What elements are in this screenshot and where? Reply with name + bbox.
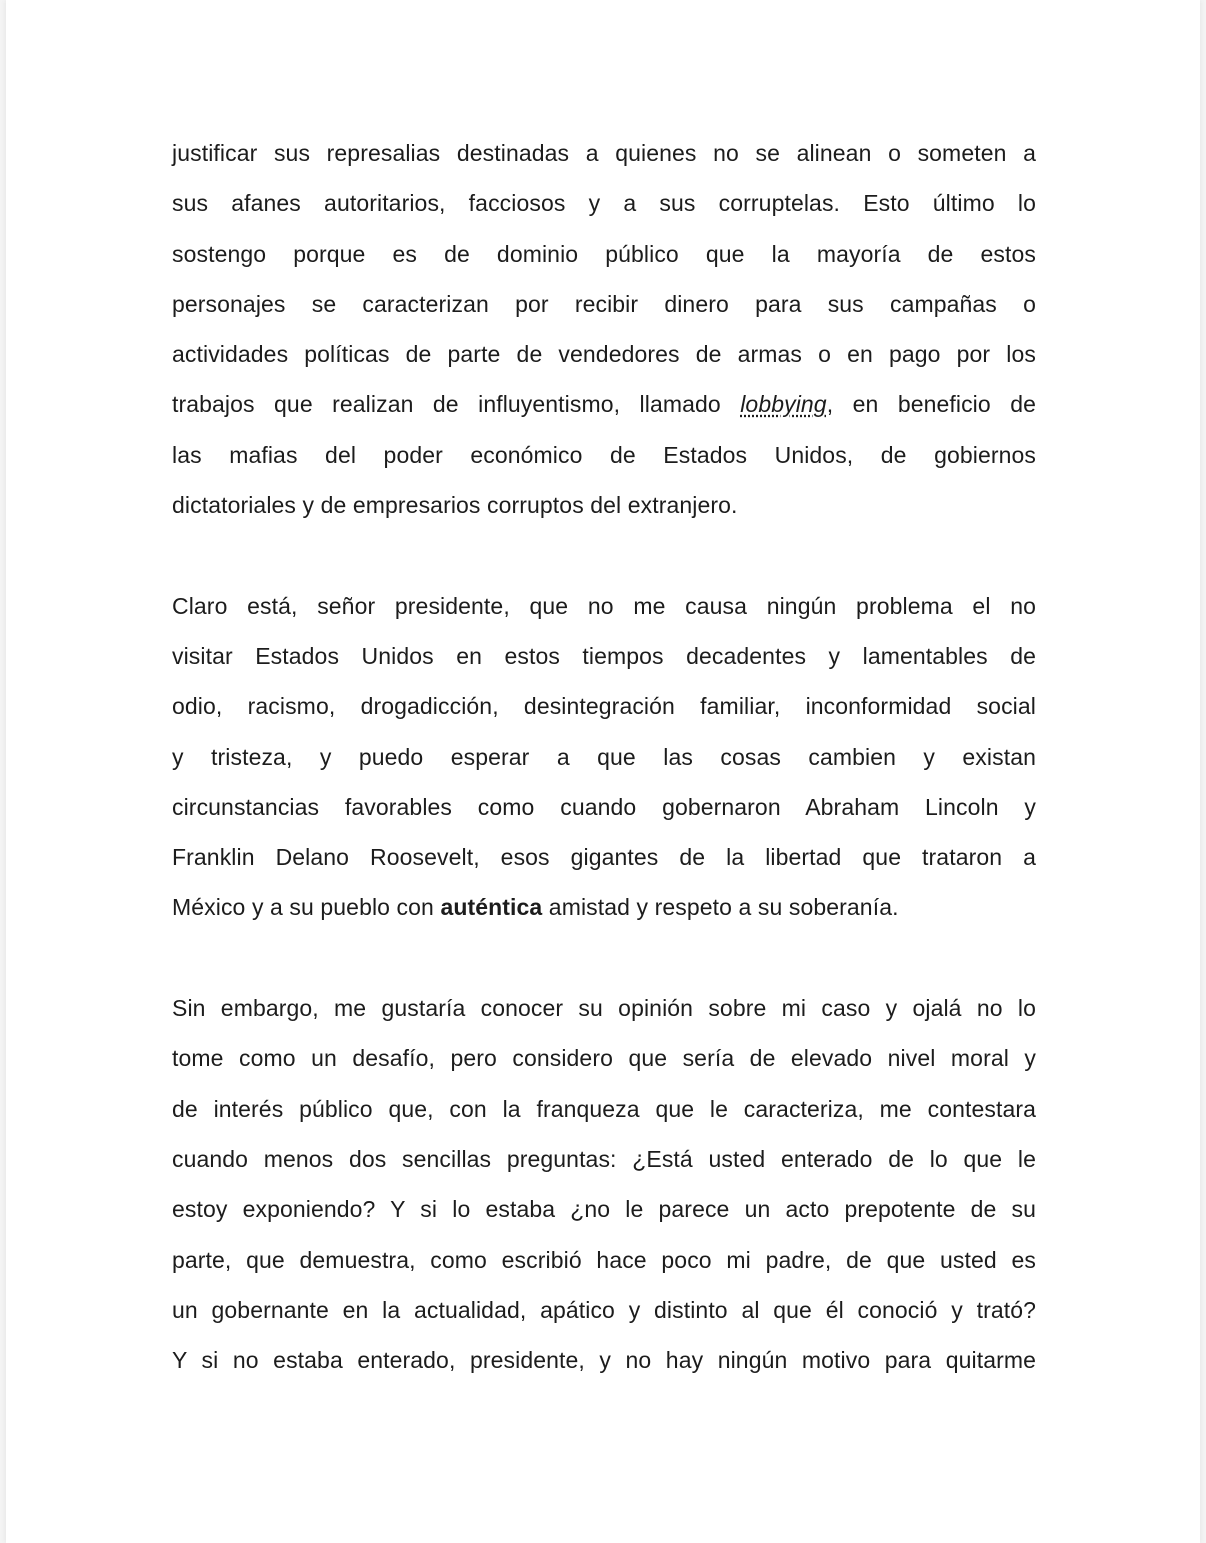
text-line: estoy exponiendo? Y si lo estaba ¿no le parece un acto prepotente de su [172, 1196, 1036, 1223]
text-line: personajes se caracterizan por recibir dinero para sus campañas o [172, 290, 1036, 317]
text-segment: amistad y respeto a su soberanía. [542, 894, 899, 921]
text-line: de interés público que, con la franqueza que le caracteriza, me contestara [172, 1095, 1036, 1122]
text-line: Franklin Delano Roosevelt, esos gigantes de la libertad que trataron a [172, 844, 1036, 871]
text-line: actividades políticas de parte de vendedores de armas o en pago por los [172, 341, 1036, 368]
text-line: circunstancias favorables como cuando gobernaron Abraham Lincoln y [172, 793, 1036, 820]
paragraph-1 [172, 128, 1036, 530]
text-line: Sin embargo, me gustaría conocer su opinión sobre mi caso y ojalá no lo [172, 995, 1036, 1022]
document-page [6, 0, 1200, 1543]
text-line: las mafias del poder económico de Estados Unidos, de gobiernos [172, 441, 1036, 468]
italic-term: lobbying [740, 391, 827, 418]
text-segment: , en beneficio de [826, 391, 1036, 418]
text-line: parte, que demuestra, como escribió hace poco mi padre, de que usted es [172, 1246, 1036, 1273]
text-segment: México y a su pueblo con [172, 894, 441, 921]
bold-term: auténtica [440, 894, 543, 921]
text-line [172, 882, 1036, 932]
text-line: odio, racismo, drogadicción, desintegración familiar, inconformidad social [172, 693, 1036, 720]
text-line: Claro está, señor presidente, que no me causa ningún problema el no [172, 592, 1036, 619]
text-line: sostengo porque es de dominio público que la mayoría de estos [172, 240, 1036, 267]
text-line: visitar Estados Unidos en estos tiempos decadentes y lamentables de [172, 642, 1036, 669]
document-body [172, 128, 1036, 1385]
text-line: justificar sus represalias destinadas a quienes no se alinean o someten a [172, 140, 1036, 166]
paragraph-2 [172, 581, 1036, 933]
text-line: un gobernante en la actualidad, apático y distinto al que él conoció y trató? [172, 1296, 1036, 1323]
text-line: dictatoriales y de empresarios corruptos del extranjero. [172, 492, 738, 519]
paragraph-3 [172, 983, 1036, 1385]
paragraph-spacer [172, 530, 1036, 580]
text-line: tome como un desafío, pero considero que sería de elevado nivel moral y [172, 1045, 1036, 1072]
text-line: sus afanes autoritarios, facciosos y a sus corruptelas. Esto último lo [172, 190, 1036, 217]
paragraph-spacer [172, 933, 1036, 983]
text-line: Y si no estaba enterado, presidente, y no hay ningún motivo para quitarme [172, 1347, 1036, 1374]
text-line: cuando menos dos sencillas preguntas: ¿Está usted enterado de lo que le [172, 1145, 1036, 1172]
text-segment: trabajos que realizan de influyentismo, llamado [172, 391, 741, 418]
text-line: y tristeza, y puedo esperar a que las cosas cambien y existan [172, 743, 1036, 770]
text-line [172, 379, 1036, 429]
